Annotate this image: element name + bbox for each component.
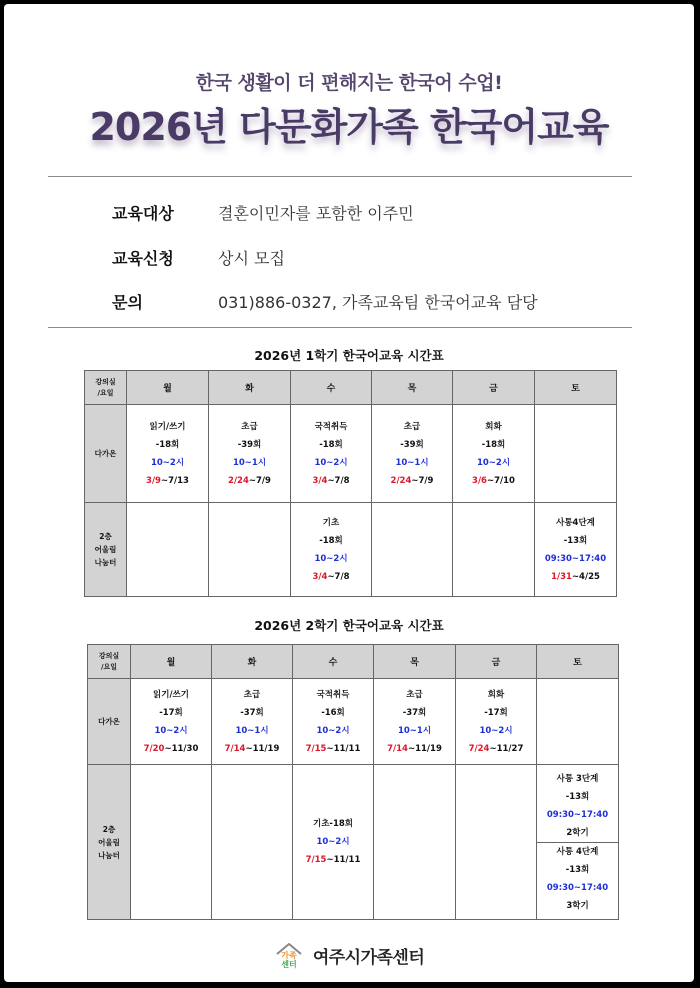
class-cell <box>209 503 291 597</box>
class-text: 국적취득 <box>316 689 350 700</box>
class-line <box>535 568 616 586</box>
class-start-date: 7/24 <box>468 743 490 754</box>
class-line <box>291 514 371 532</box>
info-label: 교육신청 <box>112 249 174 268</box>
room-name-line: 2층 <box>99 532 112 541</box>
class-line <box>547 897 608 915</box>
class-line <box>374 722 455 740</box>
class-line <box>212 722 292 740</box>
class-text: -16회 <box>321 707 345 718</box>
info-value: 031)886-0327, 가족교육팀 한국어교육 담당 <box>218 293 538 312</box>
class-text: -13회 <box>563 535 588 546</box>
class-text: -18회 <box>481 439 506 450</box>
divider-top <box>48 176 632 177</box>
class-text: 10~1시 <box>397 725 432 736</box>
room-name-cell <box>85 503 127 597</box>
class-line <box>212 740 292 758</box>
class-text: 10~1시 <box>395 457 429 468</box>
class-line <box>131 722 211 740</box>
corner-header <box>85 371 127 405</box>
class-line <box>293 815 373 833</box>
class-line <box>547 861 608 879</box>
class-text: 초급 <box>241 421 258 432</box>
class-line <box>291 532 371 550</box>
class-line <box>372 472 452 490</box>
class-start-date: 7/20 <box>143 743 165 754</box>
family-center-logo-icon <box>274 940 304 970</box>
class-text: -13회 <box>565 791 590 802</box>
class-line <box>293 851 373 869</box>
class-start-date: 2/24 <box>228 475 249 486</box>
class-cell <box>131 765 212 920</box>
class-text: 10~2시 <box>150 457 185 468</box>
class-line <box>456 704 536 722</box>
room-row <box>88 765 619 920</box>
info-value: 상시 모집 <box>218 249 285 268</box>
class-cell <box>293 765 374 920</box>
class-end-date: ~7/9 <box>248 475 271 486</box>
class-text: -18회 <box>319 535 343 546</box>
page-title: 2026년 다문화가족 한국어교육 <box>89 105 609 149</box>
class-start-date: 3/4 <box>312 571 328 582</box>
room-name-line: 어울림 <box>94 545 117 554</box>
class-line <box>547 843 608 861</box>
class-text: 10~2시 <box>314 457 348 468</box>
class-line <box>456 686 536 704</box>
class-text: -17회 <box>159 707 183 718</box>
class-line <box>453 454 534 472</box>
class-text: 10~2시 <box>476 457 511 468</box>
info-row-target <box>112 201 414 224</box>
class-text: -13회 <box>565 864 590 875</box>
day-header: 금 <box>456 645 537 679</box>
class-line <box>291 454 371 472</box>
class-text: -39회 <box>237 439 262 450</box>
class-text: -37회 <box>240 707 264 718</box>
class-line <box>291 472 371 490</box>
class-cell <box>537 679 619 765</box>
class-text: 초급 <box>243 689 261 700</box>
class-line <box>374 686 455 704</box>
class-line <box>535 550 616 568</box>
class-line <box>209 418 290 436</box>
class-line <box>293 833 373 851</box>
class-end-date: ~11/11 <box>326 743 361 754</box>
room-name-line: 다가온 <box>98 717 120 726</box>
class-start-date: 1/31 <box>551 571 572 582</box>
class-line <box>131 740 211 758</box>
class-start-date: 7/14 <box>224 743 246 754</box>
class-cell <box>127 405 209 503</box>
class-line <box>209 472 290 490</box>
saturday-class <box>537 770 618 842</box>
class-end-date: ~7/8 <box>327 571 350 582</box>
class-end-date: ~11/19 <box>245 743 280 754</box>
info-row-contact <box>112 290 538 313</box>
room-row <box>88 679 619 765</box>
header-row <box>85 371 617 405</box>
class-text: 읽기/쓰기 <box>153 689 189 700</box>
info-label: 교육대상 <box>112 204 174 223</box>
class-text: 사통 3단계 <box>556 773 599 784</box>
class-line <box>127 472 208 490</box>
corner-label: 강의실 <box>95 377 116 386</box>
class-text: 읽기/쓰기 <box>149 421 186 432</box>
room-name-cell <box>88 679 131 765</box>
class-end-date: ~7/8 <box>327 475 350 486</box>
room-row <box>85 405 617 503</box>
class-line <box>547 788 608 806</box>
class-cell <box>372 405 453 503</box>
class-cell <box>291 405 372 503</box>
class-text: 2학기 <box>566 827 589 838</box>
info-label: 문의 <box>112 293 143 312</box>
class-text: 기초 <box>322 517 340 528</box>
class-line <box>127 454 208 472</box>
corner-label: 강의실 <box>98 651 120 660</box>
class-line <box>209 436 290 454</box>
class-cell <box>372 503 453 597</box>
class-line <box>293 722 373 740</box>
class-line <box>535 532 616 550</box>
class-cell <box>209 405 291 503</box>
class-text: -18회 <box>319 439 343 450</box>
room-name-line: 어울림 <box>98 837 120 847</box>
info-value: 결혼이민자를 포함한 이주민 <box>218 204 414 223</box>
class-line <box>293 704 373 722</box>
class-cell <box>293 679 374 765</box>
class-text: 10~2시 <box>154 725 188 736</box>
class-cell <box>535 405 617 503</box>
saturday-split <box>537 770 618 915</box>
room-name-cell <box>85 405 127 503</box>
info-row-apply <box>112 246 285 269</box>
class-start-date: 2/24 <box>390 475 412 486</box>
day-header: 수 <box>291 371 372 405</box>
flyer-page <box>4 4 694 982</box>
class-line <box>291 568 371 586</box>
day-header: 화 <box>212 645 293 679</box>
logo-text-bottom: 센터 <box>280 960 297 969</box>
class-text: 초급 <box>403 421 421 432</box>
class-text: -39회 <box>400 439 424 450</box>
timetable-title-term1: 2026년 1학기 한국어교육 시간표 <box>254 348 444 363</box>
class-text: 회화 <box>485 421 502 432</box>
class-end-date: ~7/10 <box>486 475 515 486</box>
class-end-date: ~11/30 <box>164 743 199 754</box>
saturday-class <box>537 842 618 915</box>
class-line <box>212 704 292 722</box>
class-cell <box>131 679 212 765</box>
day-header: 월 <box>131 645 212 679</box>
class-cell <box>291 503 372 597</box>
class-line <box>131 686 211 704</box>
class-start-date: 3/6 <box>472 475 487 486</box>
room-name-line: 나눔터 <box>98 850 120 860</box>
class-line <box>127 418 208 436</box>
day-header: 토 <box>537 645 619 679</box>
class-end-date: ~11/11 <box>326 855 361 865</box>
day-header: 금 <box>453 371 535 405</box>
room-name-cell <box>88 765 131 920</box>
class-cell <box>374 765 456 920</box>
class-line <box>212 686 292 704</box>
day-header: 화 <box>209 371 291 405</box>
class-line <box>547 770 608 788</box>
subtitle: 한국 생활이 더 편해지는 한국어 수업! <box>195 72 503 94</box>
header-row <box>88 645 619 679</box>
class-text: 회화 <box>487 689 505 700</box>
class-line <box>372 454 452 472</box>
class-cell <box>212 679 293 765</box>
corner-label: /요일 <box>97 388 114 397</box>
class-text: -18회 <box>155 439 180 450</box>
logo-text-top: 가족 <box>280 951 297 960</box>
timetable-term2 <box>87 644 619 920</box>
class-text: 10~1시 <box>235 725 269 736</box>
class-text: 사통4단계 <box>556 517 595 528</box>
class-cell <box>453 503 535 597</box>
room-name-line: 2층 <box>102 824 116 834</box>
class-line <box>453 436 534 454</box>
class-cell <box>535 503 617 597</box>
class-line <box>547 879 608 897</box>
class-cell <box>453 405 535 503</box>
room-row <box>85 503 617 597</box>
class-line <box>372 418 452 436</box>
day-header: 토 <box>535 371 617 405</box>
class-text: -37회 <box>402 707 427 718</box>
footer <box>4 940 694 970</box>
class-line <box>293 686 373 704</box>
class-text: 10~2시 <box>316 837 350 847</box>
class-line <box>535 514 616 532</box>
class-end-date: ~7/9 <box>411 475 434 486</box>
day-header: 수 <box>293 645 374 679</box>
class-line <box>209 454 290 472</box>
class-line <box>374 740 455 758</box>
class-line <box>293 740 373 758</box>
room-name-line: 다가온 <box>94 449 117 458</box>
class-cell <box>212 765 293 920</box>
class-line <box>547 824 608 842</box>
timetable-title-term2: 2026년 2학기 한국어교육 시간표 <box>254 618 444 633</box>
timetable-term1 <box>84 370 617 597</box>
class-line <box>453 418 534 436</box>
class-line <box>456 722 536 740</box>
class-line <box>453 472 534 490</box>
class-text: 국적취득 <box>314 421 348 432</box>
class-cell <box>127 503 209 597</box>
class-text: 10~1시 <box>232 457 267 468</box>
class-text: 10~2시 <box>316 725 350 736</box>
class-text: 초급 <box>406 689 423 700</box>
class-cell <box>456 765 537 920</box>
class-end-date: ~11/19 <box>407 743 442 754</box>
class-cell <box>537 765 619 920</box>
corner-header <box>88 645 131 679</box>
class-line <box>291 550 371 568</box>
class-line <box>291 418 371 436</box>
divider-bottom <box>48 327 632 328</box>
class-line <box>131 704 211 722</box>
class-text: 사통 4단계 <box>556 846 599 857</box>
class-start-date: 7/15 <box>305 743 327 754</box>
class-cell <box>456 679 537 765</box>
class-end-date: ~7/13 <box>160 475 189 486</box>
room-name-line: 나눔터 <box>94 558 117 567</box>
class-cell <box>374 679 456 765</box>
class-line <box>374 704 455 722</box>
class-line <box>291 436 371 454</box>
day-header: 목 <box>374 645 456 679</box>
class-line <box>547 806 608 824</box>
class-text: 기초-18회 <box>313 819 353 829</box>
corner-label: /요일 <box>100 662 118 671</box>
class-text: 3학기 <box>566 900 589 911</box>
class-text: 09:30~17:40 <box>544 553 607 564</box>
class-line <box>372 436 452 454</box>
class-end-date: ~11/27 <box>489 743 524 754</box>
day-header: 목 <box>372 371 453 405</box>
class-start-date: 3/4 <box>312 475 328 486</box>
class-text: 09:30~17:40 <box>546 882 609 893</box>
class-line <box>127 436 208 454</box>
class-start-date: 7/15 <box>305 855 327 865</box>
class-end-date: ~4/25 <box>571 571 600 582</box>
class-start-date: 3/9 <box>146 475 161 486</box>
class-text: 10~2시 <box>314 553 348 564</box>
day-header: 월 <box>127 371 209 405</box>
class-text: 09:30~17:40 <box>546 809 609 820</box>
class-text: 10~2시 <box>479 725 513 736</box>
class-line <box>456 740 536 758</box>
class-start-date: 7/14 <box>387 743 408 754</box>
class-text: -17회 <box>484 707 508 718</box>
center-name: 여주시가족센터 <box>312 947 425 968</box>
